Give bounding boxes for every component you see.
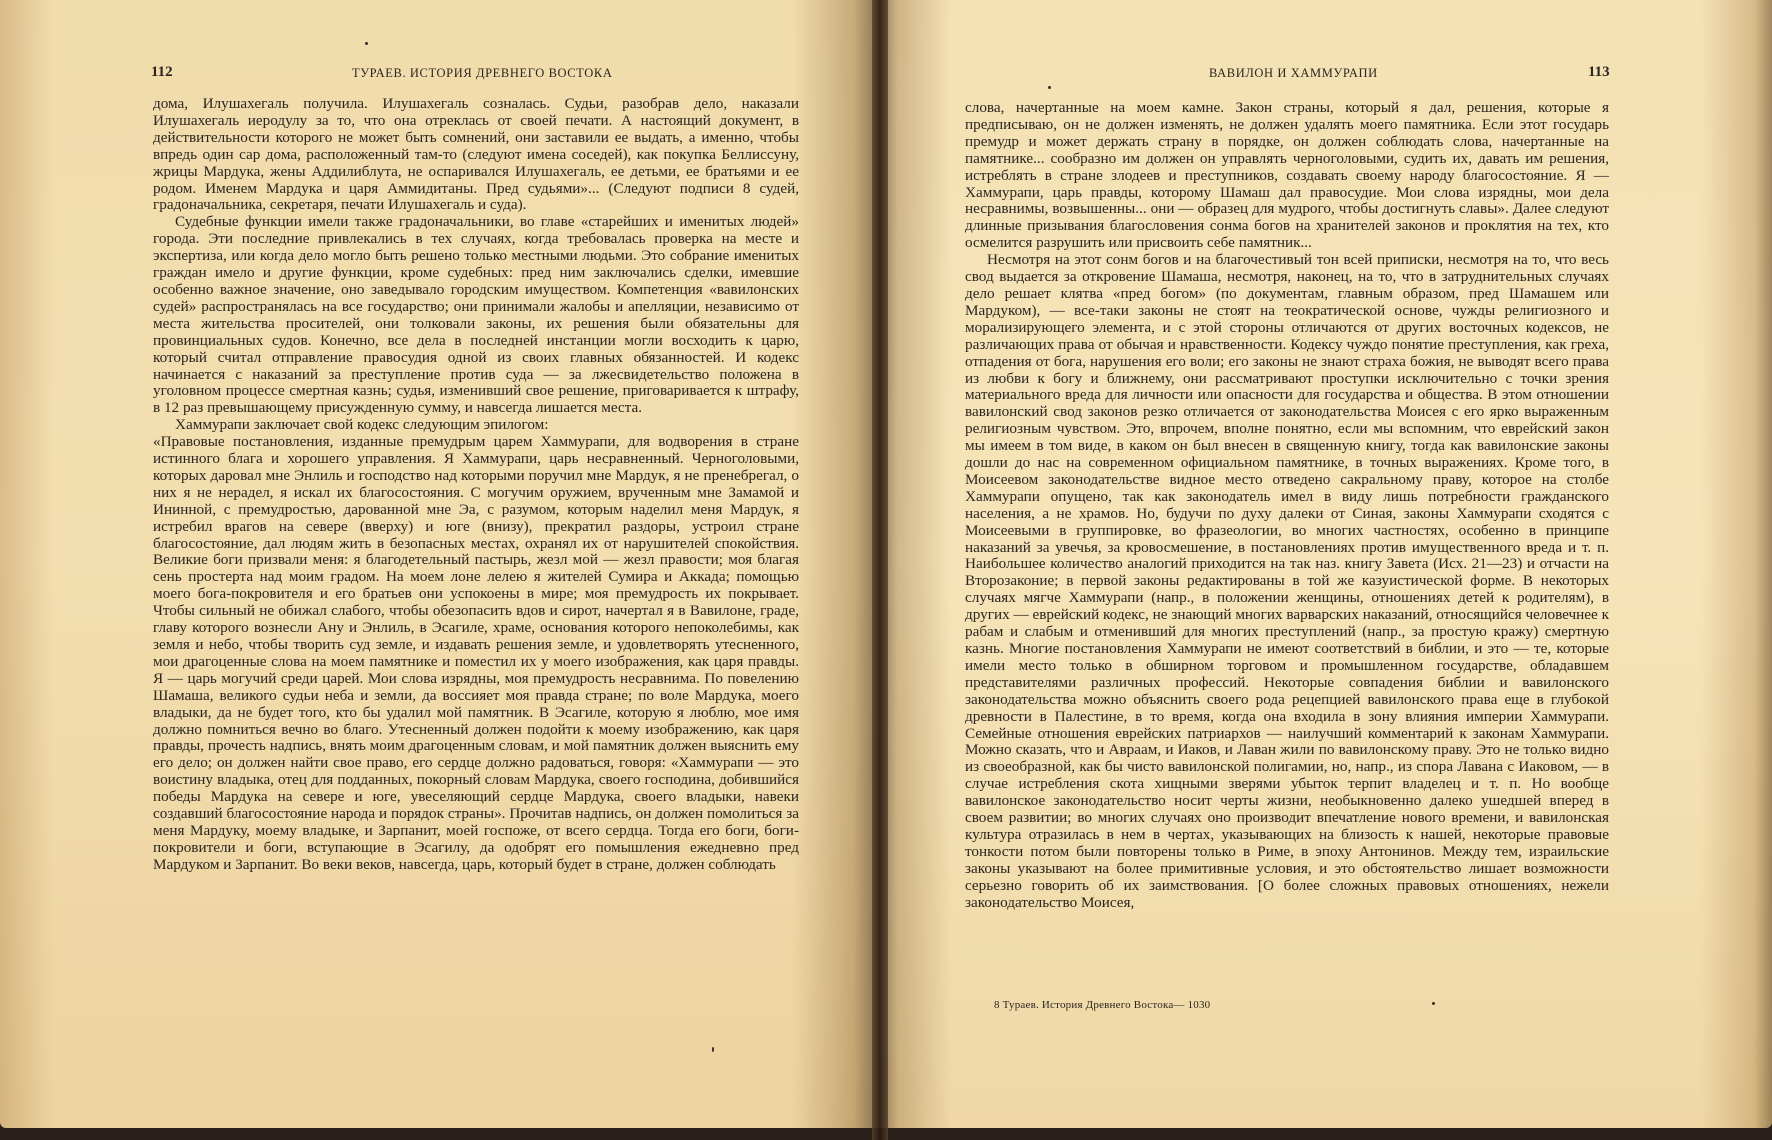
left-page-number: 112 [151, 64, 173, 80]
left-body-text [153, 96, 799, 874]
paragraph: Хаммурапи заключает свой кодекс следующим эпилогом: [175, 416, 549, 434]
paragraph: Несмотря на этот сонм богов и на благочестивый тон всей приписки, несмотря на то, что весь свод выдается за откровение Шамаша, несмотря, наконец, на то, что в затруднительных случаях дело решает клятва «пред богом» (по документам, главным образом, пред Шамашем или Мардуком), — все-таки законы не стоят на теократической основе, чужды религиозного и морализирующего элемента, и с этой стороны отличаются от других восточных кодексов, не различающих права от обычая и нравственности. Кодексу чуждо понятие преступления, как греха, отпадения от бога, нарушения его воли; его законы не знают страха божия, не выводят всего права из любви к богу и ближнему, они рассматривают проступки исключительно с точки зрения материального вреда для личности или опасности для государства и общества. В этом отношении вавилонский свод законов резко отличается от законодательства Моисея с его ярко выраженным религиозным чувством. Это, впрочем, вполне понятно, если мы вспомним, что еврейский закон мы имеем в том виде, в каком он был внесен в священную книгу, тогда как вавилонские законы дошли до нас на современном официальном памятнике, в точных выражениях. Кроме того, в Моисеевом законодательстве видное место отведено сакральному праву, которое на столбе Хаммурапи опущено, так как законодатель имел в виду лишь потребности гражданского населения, а не храмов. Но, будучи по духу далеки от Синая, законы Хаммурапи сходятся с Моисеевыми в группировке, во фразеологии, во многих частностях, особенно в принципе наказаний за увечья, за кровосмешение, в постановлениях против имущественного вреда и т. п. Наибольшее количество аналогий приходится на так наз. книгу Завета (Исх. 21—23) и отчасти на Второзаконие; в первой законы редактированы в той же казуистической форме. В некоторых случаях мягче Хаммурапи (напр., в положении женщины, отношениях детей к родителям), в других — еврейский кодекс, не знающий многих варварских наказаний, относящийся человечнее к рабам и слабым и отменивший для многих преступлений (напр., за простую кражу) смертную казнь. Многие постановления Хаммурапи не имеют соответствий в библии, и это — те, которые имели место только в обширном торговом и промышленном государстве, обладавшем представителями различных профессий. Некоторые совпадения библии и вавилонского законодательства можно объяснить своего рода рецепцией вавилонского права еще в глубокой древности в Палестине, в то время, когда она входила в зону влияния империи Хаммурапи. Семейные отношения еврейских патриархов — наилучший комментарий к законам Хаммурапи. Можно сказать, что и Авраам, и Иаков, и Лаван жили по вавилонскому праву. Это не только видно из своеобразной, как бы чисто вавилонской полигамии, но, напр., из спора Лавана с Иаковом, — в случае истребления скота хищными зверями убыток терпит владелец и т. п. Но вообще вавилонское законодательство носит черты жизни, необыкновенно далеко ушедшей вперед в своем развитии; во многих случаях оно производит впечатление нового времени, и вавилонская культура отразилась в нем в чертах, указывающих на близость к нашей, некоторые правовые тонкости потом были повторены только в Риме, в эпоху Антонинов. Между тем, израильские законы указывают на более примитивные условия, и это обстоятельство лишает возможности серьезно говорить об их заимствования. [О более сложных правовых отношениях, нежели законодательство Моисея, [965, 251, 1609, 911]
right-page-number: 113 [1588, 64, 1610, 80]
left-running-head: ТУРАЕВ. ИСТОРИЯ ДРЕВНЕГО ВОСТОКА [352, 66, 613, 80]
right-body-text [965, 100, 1609, 912]
paper-speck [365, 42, 368, 45]
paragraph: «Правовые постановления, изданные премудрым царем Хаммурапи, для водворения в стране истинного блага и хорошего управления. Я Хаммурапи, царь несравненный. Черноголовыми, которых даровал мне Энлиль и господство над которыми поручил мне Мардук, я не пренебрегал, о них я не нерадел, я искал их благосостояния. С могучим оружием, врученным мне Замамой и Ининной, с премудростью, дарованной мне Эа, с разумом, которым наделил меня Мардук, я истребил врагов на севере (вверху) и юге (внизу), прекратил раздоры, устроил стране благосостояние, дал людям жить в безопасных местах, охранял их от нарушителей спокойствия. Великие боги призвали меня: я благодетельный пастырь, жезл мой — жезл правости; моя благая сень простерта над моим градом. На моем лоне лелею я жителей Сумира и Аккада; помощью моего бога-покровителя и его братьев они успокоены в мире; моя премудрость их покрывает. Чтобы сильный не обижал слабого, чтобы обезопасить вдов и сирот, начертал я в Вавилоне, граде, главу которого вознесли Ану и Энлиль, в Эсагиле, храме, основания которого непоколебимы, как земля и небо, чтобы творить суд земле, и издавать решения земле, и удовлетворять утесненного, мои драгоценные слова на моем памятнике и поместил их у моего изображения, как царя правды. Я — царь могучий среди царей. Мои слова изрядны, моя премудрость несравнима. По повелению Шамаша, великого судьи неба и земли, да воссияет моя правда стране; по воле Мардука, моего владыки, да не будет того, кто бы удалил мой памятник. В Эсагиле, которую я люблю, мое имя должно помниться вечно во благо. Утесненный должен подойти к моему изображению, как царя правды, прочесть надпись, внять моим драгоценным словам, и мой памятник должен выяснить ему его дело; он должен найти свое право, его сердце должно радоваться, говоря: «Хаммурапи — это воистину владыка, отец для подданных, покорный словам Мардука, своего господина, добившийся победы Мардука на севере и юге, увеселяющий сердце Мардука, своего владыки, навеки создавший благосостояние народа и порядок страны». Прочитав надпись, он должен помолиться за меня Мардуку, моему владыке, и Зарпанит, моей госпоже, от всего сердца. Тогда его боги, боги-покровители и боги, вступающие в Эсагилу, да одобрят его помышления ежедневно пред Мардуком и Зарпанит. Во веки веков, навсегда, царь, который будет в стране, должен соблюдать [153, 433, 799, 873]
book-spine [872, 0, 888, 1140]
right-page [880, 0, 1772, 1128]
signature-footnote: 8 Тураев. История Древнего Востока— 1030 [994, 999, 1211, 1011]
paragraph: слова, начертанные на моем камне. Закон страны, который я дал, решения, которые я предписываю, он не должен изменять, не должен удалять моего памятника. Если этот государь премудр и может держать страну в порядке, он должен соблюдать слова, начертанные на памятнике... сообразно им должен он управлять черноголовыми, судить их, давать им решения, истреблять в стране злодеев и преступников, создавать своему народу благосостояние. Я — Хаммурапи, царь правды, которому Шамаш дал правосудие. Мои слова изрядны, мои дела несравнимы, возвышенны... они — образец для мудрого, чтобы достигнуть славы». Далее следуют длинные призывания благословения сонма богов на хранителей законов и проклятия на тех, кто осмелится разрушить или присвоить себе памятник... [965, 99, 1609, 252]
left-page [0, 0, 880, 1128]
paper-speck [1048, 86, 1051, 89]
paragraph: Судебные функции имели также градоначальники, во главе «старейших и именитых людей» города. Эти последние привлекались в тех случаях, когда требовалась проверка на месте и экспертиза, или когда дело могло быть решено только местными людьми. Это собрание именитых граждан имело и другие функции, кроме судебных: пред ним заключались сделки, имевшие особенно важное значение, оно заведывало городским имуществом. Компетенция «вавилонских судей» распространялась на все государство; они принимали жалобы и апелляции, независимо от места жительства просителей, они толковали законы, их решения были обязательны для провинциальных судов. Конечно, все дела в последней инстанции могли восходить к царю, который считал отправление правосудия одной из своих главных обязанностей. И кодекс начинается с наказаний за преступление против суда — за лжесвидетельство положена в уголовном процессе смертная казнь; судья, изменивший свое решение, приговаривается к штрафу, в 12 раз превышающему присужденную сумму, и навсегда лишается места. [153, 213, 799, 417]
right-running-head: ВАВИЛОН И ХАММУРАПИ [1209, 66, 1378, 80]
paragraph: дома, Илушахегаль получила. Илушахегаль созналась. Судьи, разобрав дело, наказали Илушахегаль иеродулу за то, что она отреклась от своей печати. А настоящий документ, в действительности которого не может быть сомнений, они заставили ее выдать, а именно, чтобы впредь один сар дома, расположенный там-то (следуют имена соседей), как покупка Беллиссуну, жрицы Мардука, жены Аддилиблута, не оспаривался Илушахегаль, ее детьми, ее братьями и ее родом. Именем Мардука и царя Аммидитаны. Пред судьями»... (Следуют подписи 8 судей, градоначальника, секретаря, печати Илушахегаль и суда). [153, 95, 799, 214]
paper-speck [1432, 1002, 1435, 1005]
paper-speck [712, 1047, 714, 1052]
